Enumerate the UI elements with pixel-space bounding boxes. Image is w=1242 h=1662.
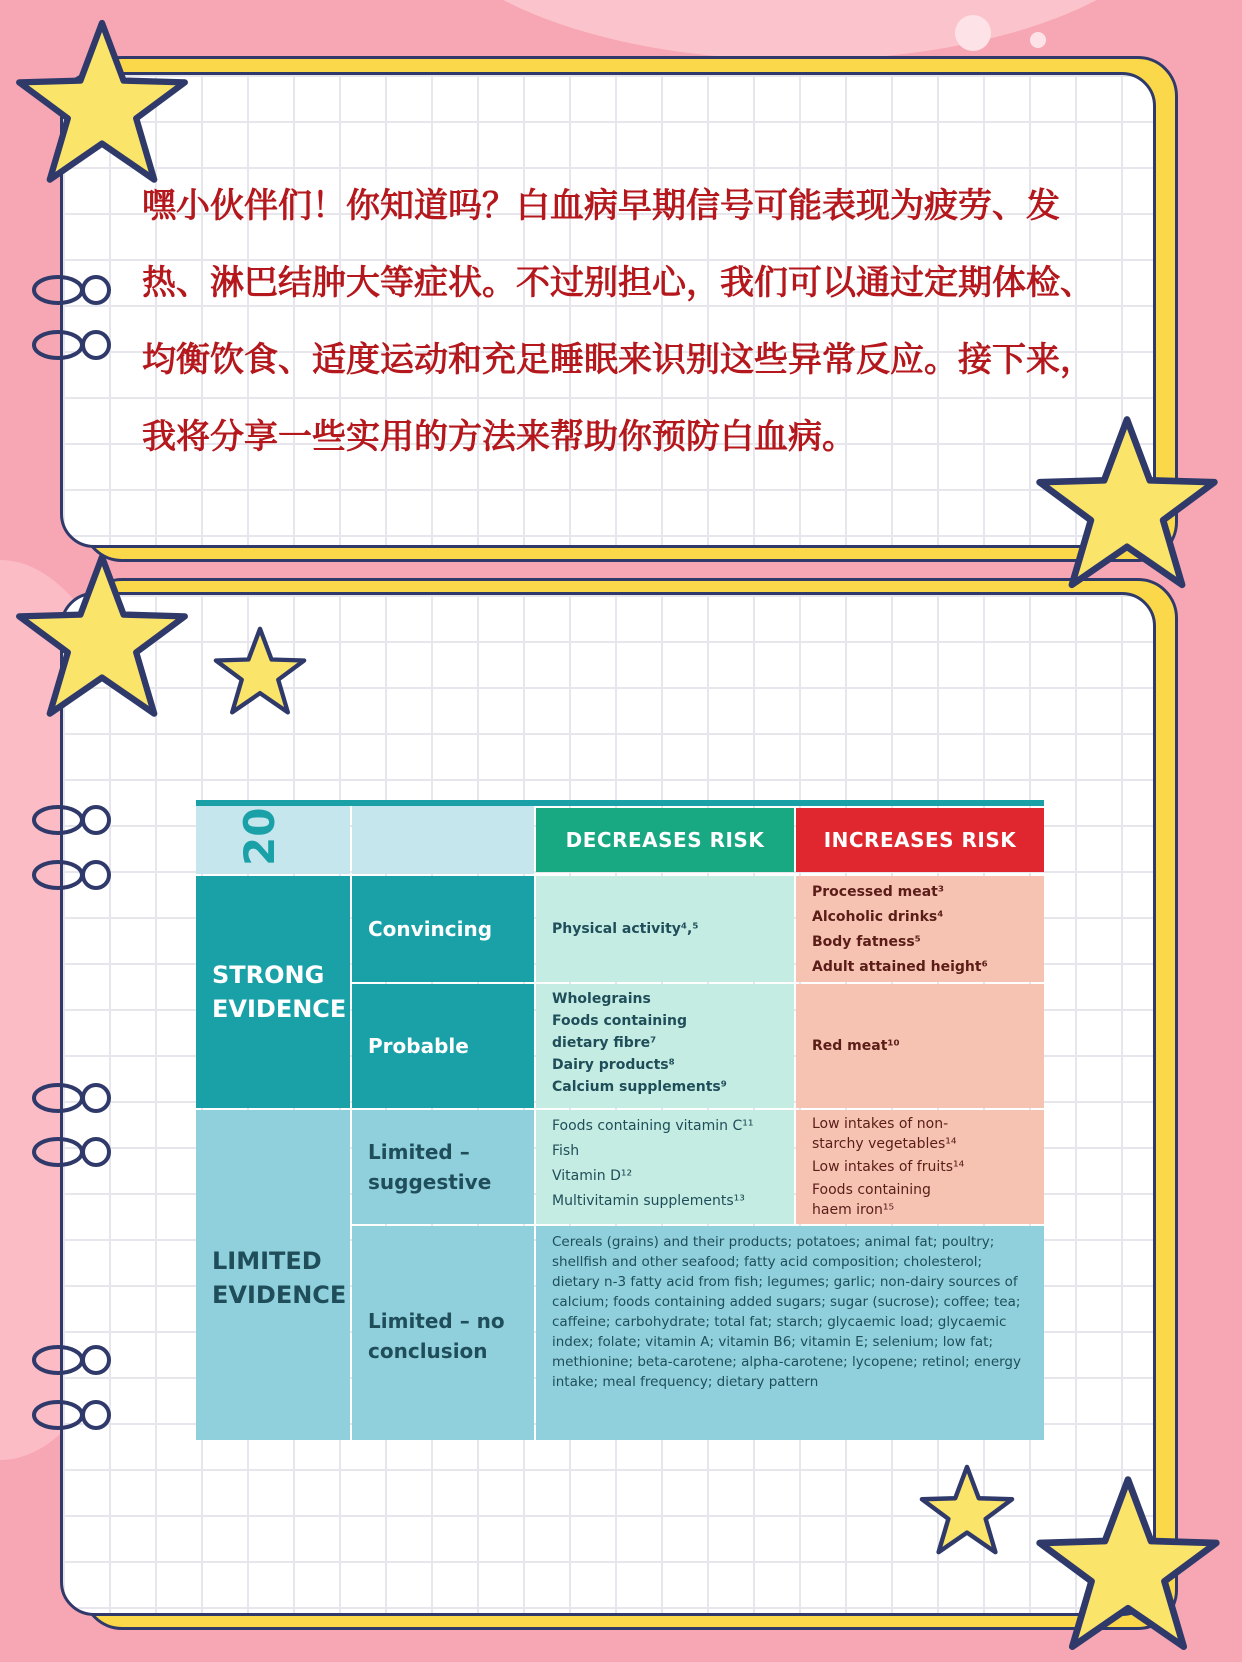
cell-probable-decreases: [536, 984, 794, 1108]
row-label-probable: [352, 984, 534, 1108]
cell-convincing-increases: [796, 876, 1044, 982]
list-item: Foods containing vitamin C¹¹: [552, 1118, 754, 1134]
binder-ring-icon: [30, 1395, 120, 1435]
list-item: Wholegrains: [552, 991, 651, 1007]
list-item: Alcoholic drinks⁴: [812, 909, 944, 925]
list-item: Red meat¹⁰: [812, 1037, 900, 1054]
header-decreases-label: DECREASES RISK: [565, 828, 765, 852]
group-limited-label: LIMITED EVIDENCE: [212, 1247, 347, 1309]
binder-ring-icon: [30, 1078, 120, 1118]
row-label-no-conclusion: [352, 1226, 534, 1440]
row-label-convincing: [352, 876, 534, 982]
binder-ring-icon: [30, 325, 120, 365]
intro-text: 嘿小伙伴们！你知道吗？白血病早期信号可能表现为疲劳、发热、淋巴结肿大等症状。不过别担心，我们可以通过定期体检、均衡饮食、适度运动和充足睡眠来识别这些异常反应。接下来，我将分享一些实用的方法来帮助你预防白血病。: [142, 186, 1094, 457]
row-convincing-label: Convincing: [368, 917, 493, 941]
cell-probable-increases: [796, 984, 1044, 1108]
list-item: Foods containing dietary fibre⁷: [552, 1013, 688, 1051]
binder-ring-icon: [30, 800, 120, 840]
table-corner: [196, 806, 350, 874]
bg-dot-2: [1030, 32, 1046, 48]
star-icon: [12, 14, 192, 194]
star-icon: [212, 624, 308, 720]
header-increases-label: INCREASES RISK: [823, 828, 1017, 852]
list-item: Body fatness⁵: [812, 934, 921, 950]
corner-label: 20: [235, 807, 284, 866]
bg-dot-1: [955, 15, 991, 51]
group-strong-evidence: [196, 876, 350, 1108]
list-item: Calcium supplements⁹: [552, 1079, 727, 1095]
binder-ring-icon: [30, 1132, 120, 1172]
list-item: Fish: [552, 1143, 580, 1159]
list-item: Vitamin D¹²: [552, 1168, 633, 1184]
header-increases-risk: [796, 808, 1044, 872]
binder-ring-icon: [30, 1340, 120, 1380]
binder-ring-icon: [30, 270, 120, 310]
star-icon: [1032, 1470, 1224, 1662]
evidence-table: [196, 800, 1044, 1440]
cell-no-conclusion: [536, 1226, 1044, 1440]
list-item: Low intakes of non-starchy vegetables¹⁴: [812, 1116, 957, 1152]
row-no-conclusion-label: Limited – no conclusion: [368, 1309, 505, 1363]
list-item: Dairy products⁸: [552, 1057, 675, 1073]
row-suggestive-label: Limited – suggestive: [368, 1140, 492, 1194]
cell-convincing-decreases: [536, 876, 794, 982]
binder-ring-icon: [30, 855, 120, 895]
header-decreases-risk: [536, 808, 794, 872]
group-limited-evidence: [196, 1110, 350, 1440]
star-icon: [918, 1462, 1016, 1560]
list-item: Low intakes of fruits¹⁴: [812, 1159, 965, 1175]
star-icon: [1032, 410, 1222, 600]
star-icon: [12, 548, 192, 728]
list-item: Multivitamin supplements¹³: [552, 1193, 745, 1209]
table-header-blank: [352, 806, 534, 874]
cell-suggestive-increases: [796, 1110, 1044, 1224]
list-item: Physical activity⁴,⁵: [552, 920, 699, 937]
cell-suggestive-decreases: [536, 1110, 794, 1224]
row-probable-label: Probable: [368, 1034, 469, 1058]
group-strong-label: STRONG EVIDENCE: [212, 961, 347, 1023]
row-label-suggestive: [352, 1110, 534, 1224]
list-item: Processed meat³: [812, 884, 944, 900]
list-item: Adult attained height⁶: [812, 959, 988, 975]
no-conclusion-text: Cereals (grains) and their products; potatoes; animal fat; poultry; shellfish and other seafood; fatty acid composition; cholesterol; dietary n-3 fatty acid from fish; legumes; garlic; non-dairy sources of calcium; foods containing added sugars; sugar (sucrose); coffee; tea; caffeine; carbohydrate; total fat; starch; glycaemic load; glycaemic index; folate; vitamin A; vitamin B6; vitamin E; selenium; low fat; methionine; beta-carotene; alpha-carotene; lycopene; retinol; energy intake; meal frequency; dietary pattern: [552, 1234, 1021, 1390]
list-item: Foods containing haem iron¹⁵: [812, 1182, 931, 1218]
bg-blob-top: [420, 0, 1180, 60]
